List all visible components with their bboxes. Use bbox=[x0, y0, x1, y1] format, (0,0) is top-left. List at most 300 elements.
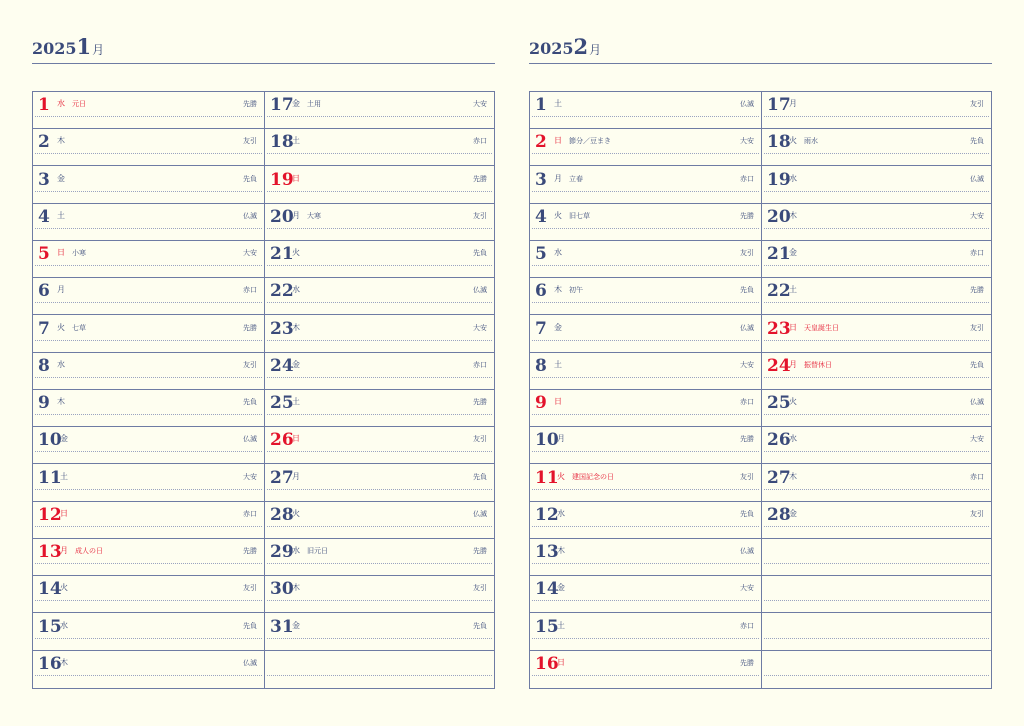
day-row[interactable] bbox=[762, 353, 991, 390]
dotted-writing-line bbox=[764, 191, 989, 192]
dotted-writing-line bbox=[35, 489, 262, 490]
dotted-writing-line bbox=[35, 414, 262, 415]
rokuyo-label: 先負 bbox=[473, 249, 487, 257]
weekday-label: 日 bbox=[554, 136, 562, 146]
rokuyo-label: 先勝 bbox=[243, 547, 257, 555]
dotted-writing-line bbox=[764, 563, 989, 564]
day-row[interactable] bbox=[530, 539, 761, 576]
weekday-label: 金 bbox=[557, 583, 565, 593]
weekday-label: 火 bbox=[789, 136, 797, 146]
day-number: 11 bbox=[535, 467, 559, 488]
weekday-label: 金 bbox=[789, 248, 797, 257]
weekday-label: 日 bbox=[57, 248, 65, 257]
rokuyo-label: 先負 bbox=[740, 509, 754, 518]
weekday-label: 土 bbox=[292, 397, 300, 406]
holiday-label: 建国記念の日 bbox=[572, 472, 614, 481]
day-number: 5 bbox=[535, 244, 547, 264]
month-suffix: 月 bbox=[92, 43, 105, 57]
day-number: 15 bbox=[38, 616, 62, 637]
weekday-label: 土 bbox=[557, 620, 565, 630]
day-number: 13 bbox=[535, 542, 559, 562]
dotted-writing-line bbox=[35, 228, 262, 229]
weekday-label: 水 bbox=[554, 248, 562, 257]
dotted-writing-line bbox=[267, 451, 492, 452]
rokuyo-label: 仏滅 bbox=[740, 547, 754, 555]
rokuyo-label: 大安 bbox=[970, 211, 984, 220]
day-number: 7 bbox=[38, 318, 50, 339]
rokuyo-label: 大安 bbox=[473, 100, 487, 108]
day-number: 5 bbox=[38, 244, 50, 264]
dotted-writing-line bbox=[267, 600, 492, 601]
dotted-writing-line bbox=[35, 563, 262, 564]
weekday-label: 日 bbox=[292, 173, 300, 183]
weekday-label: 火 bbox=[557, 471, 565, 481]
dotted-writing-line bbox=[35, 302, 262, 303]
day-number: 24 bbox=[767, 355, 791, 376]
day-number: 1 bbox=[38, 95, 50, 115]
rokuyo-label: 大安 bbox=[243, 472, 257, 481]
day-number: 29 bbox=[270, 542, 294, 562]
dotted-writing-line bbox=[267, 191, 492, 192]
dotted-writing-line bbox=[267, 228, 492, 229]
day-row[interactable] bbox=[762, 204, 991, 241]
dotted-writing-line bbox=[267, 489, 492, 490]
holiday-label: 旧元日 bbox=[307, 547, 328, 555]
day-number: 18 bbox=[767, 132, 791, 153]
rokuyo-label: 先負 bbox=[473, 621, 487, 630]
rokuyo-label: 先負 bbox=[243, 398, 257, 406]
day-number: 19 bbox=[270, 169, 294, 190]
rokuyo-label: 先勝 bbox=[740, 658, 754, 667]
day-row[interactable] bbox=[33, 204, 264, 241]
rokuyo-label: 先勝 bbox=[473, 547, 487, 555]
weekday-label: 金 bbox=[57, 173, 65, 183]
day-row[interactable] bbox=[33, 129, 264, 166]
weekday-label: 日 bbox=[292, 434, 300, 444]
dotted-writing-line bbox=[267, 414, 492, 415]
dotted-writing-line bbox=[532, 563, 759, 564]
day-number: 20 bbox=[767, 206, 791, 227]
month-suffix: 月 bbox=[589, 43, 602, 57]
day-row[interactable] bbox=[530, 465, 761, 502]
day-row[interactable] bbox=[265, 278, 494, 315]
rokuyo-label: 先勝 bbox=[970, 286, 984, 295]
title-rule bbox=[529, 63, 992, 64]
rokuyo-label: 先勝 bbox=[243, 323, 257, 332]
rokuyo-label: 先負 bbox=[970, 360, 984, 369]
weekday-label: 火 bbox=[789, 397, 797, 406]
day-row[interactable] bbox=[265, 353, 494, 390]
rokuyo-label: 仏滅 bbox=[243, 435, 257, 444]
holiday-label: 成人の日 bbox=[75, 547, 103, 555]
dotted-writing-line bbox=[532, 302, 759, 303]
rokuyo-label: 仏滅 bbox=[970, 174, 984, 183]
rokuyo-label: 友引 bbox=[473, 435, 487, 444]
dotted-writing-line bbox=[764, 116, 989, 117]
day-number: 3 bbox=[38, 169, 50, 190]
month-title bbox=[529, 34, 601, 59]
weekday-label: 火 bbox=[292, 508, 300, 518]
rokuyo-label: 友引 bbox=[243, 360, 257, 369]
day-row[interactable] bbox=[762, 427, 991, 464]
rokuyo-label: 友引 bbox=[473, 584, 487, 593]
day-row[interactable] bbox=[265, 92, 494, 129]
day-number: 4 bbox=[38, 206, 50, 227]
weekday-label: 月 bbox=[60, 546, 68, 555]
day-number: 22 bbox=[270, 281, 294, 302]
month-title bbox=[32, 34, 104, 59]
day-row[interactable] bbox=[265, 129, 494, 166]
weekday-label: 土 bbox=[57, 210, 65, 220]
day-row[interactable] bbox=[33, 576, 264, 613]
day-number: 27 bbox=[767, 467, 791, 488]
rokuyo-label: 赤口 bbox=[740, 398, 754, 406]
dotted-writing-line bbox=[532, 675, 759, 676]
day-row[interactable] bbox=[530, 614, 761, 651]
rokuyo-label: 赤口 bbox=[740, 174, 754, 183]
dotted-writing-line bbox=[267, 377, 492, 378]
day-row[interactable] bbox=[762, 167, 991, 204]
weekday-label: 月 bbox=[292, 210, 300, 220]
day-row[interactable] bbox=[762, 316, 991, 353]
rokuyo-label: 先勝 bbox=[473, 398, 487, 406]
dotted-writing-line bbox=[532, 414, 759, 415]
day-number: 27 bbox=[270, 467, 294, 488]
rokuyo-label: 仏滅 bbox=[740, 323, 754, 332]
dotted-writing-line bbox=[532, 340, 759, 341]
day-row[interactable] bbox=[530, 651, 761, 688]
day-number: 10 bbox=[535, 430, 559, 451]
day-row[interactable] bbox=[530, 502, 761, 539]
day-number: 16 bbox=[535, 653, 559, 674]
day-number: 16 bbox=[38, 653, 62, 674]
day-row[interactable] bbox=[33, 241, 264, 278]
weekday-label: 火 bbox=[60, 583, 68, 593]
day-row[interactable] bbox=[33, 502, 264, 539]
rokuyo-label: 仏滅 bbox=[243, 211, 257, 220]
weekday-label: 月 bbox=[554, 173, 562, 183]
rokuyo-label: 先負 bbox=[970, 137, 984, 146]
day-row[interactable] bbox=[530, 241, 761, 278]
day-row[interactable] bbox=[530, 167, 761, 204]
dotted-writing-line bbox=[532, 116, 759, 117]
day-number: 8 bbox=[38, 355, 50, 376]
weekday-label: 土 bbox=[554, 99, 562, 108]
dotted-writing-line bbox=[35, 153, 262, 154]
weekday-label: 日 bbox=[554, 397, 562, 406]
holiday-label: 振替休日 bbox=[804, 360, 832, 369]
dotted-writing-line bbox=[532, 191, 759, 192]
dotted-writing-line bbox=[532, 265, 759, 266]
weekday-label: 水 bbox=[789, 434, 797, 444]
rokuyo-label: 仏滅 bbox=[740, 100, 754, 108]
day-number: 7 bbox=[535, 318, 547, 339]
day-row[interactable] bbox=[33, 465, 264, 502]
rokuyo-label: 赤口 bbox=[970, 472, 984, 481]
dotted-writing-line bbox=[267, 116, 492, 117]
dotted-writing-line bbox=[764, 153, 989, 154]
rokuyo-label: 先負 bbox=[473, 472, 487, 481]
month-grid bbox=[32, 91, 495, 689]
rokuyo-label: 仏滅 bbox=[473, 509, 487, 518]
weekday-label: 木 bbox=[789, 471, 797, 481]
dotted-writing-line bbox=[267, 340, 492, 341]
dotted-writing-line bbox=[35, 638, 262, 639]
dotted-writing-line bbox=[764, 302, 989, 303]
dotted-writing-line bbox=[764, 414, 989, 415]
dotted-writing-line bbox=[764, 526, 989, 527]
day-number: 22 bbox=[767, 281, 791, 302]
dotted-writing-line bbox=[267, 526, 492, 527]
dotted-writing-line bbox=[35, 526, 262, 527]
rokuyo-label: 友引 bbox=[243, 584, 257, 593]
dotted-writing-line bbox=[35, 116, 262, 117]
rokuyo-label: 大安 bbox=[740, 584, 754, 593]
day-number: 23 bbox=[767, 318, 791, 339]
dotted-writing-line bbox=[532, 638, 759, 639]
day-row[interactable] bbox=[265, 241, 494, 278]
dotted-writing-line bbox=[764, 340, 989, 341]
weekday-label: 日 bbox=[789, 322, 797, 332]
day-number: 31 bbox=[270, 616, 294, 637]
dotted-writing-line bbox=[267, 563, 492, 564]
weekday-label: 月 bbox=[789, 359, 797, 369]
day-row[interactable] bbox=[762, 539, 991, 576]
day-number: 25 bbox=[767, 393, 791, 413]
dotted-writing-line bbox=[267, 675, 492, 676]
holiday-label: 節分／豆まき bbox=[569, 137, 611, 146]
weekday-label: 月 bbox=[789, 99, 797, 108]
day-number: 11 bbox=[38, 467, 62, 488]
holiday-label: 旧七草 bbox=[569, 211, 590, 220]
day-row[interactable] bbox=[33, 614, 264, 651]
rokuyo-label: 友引 bbox=[970, 323, 984, 332]
day-row[interactable] bbox=[265, 539, 494, 576]
day-row[interactable] bbox=[33, 427, 264, 464]
dotted-writing-line bbox=[35, 451, 262, 452]
rokuyo-label: 先勝 bbox=[473, 174, 487, 183]
day-number: 13 bbox=[38, 542, 62, 562]
day-row[interactable] bbox=[265, 651, 494, 688]
day-row[interactable] bbox=[530, 353, 761, 390]
rokuyo-label: 先勝 bbox=[740, 435, 754, 444]
weekday-label: 木 bbox=[57, 136, 65, 146]
day-number: 17 bbox=[767, 95, 791, 115]
day-number: 24 bbox=[270, 355, 294, 376]
weekday-label: 火 bbox=[292, 248, 300, 257]
day-number: 8 bbox=[535, 355, 547, 376]
weekday-label: 水 bbox=[292, 546, 300, 555]
rokuyo-label: 友引 bbox=[970, 509, 984, 518]
rokuyo-label: 赤口 bbox=[473, 137, 487, 146]
day-number: 1 bbox=[535, 95, 547, 115]
weekday-label: 水 bbox=[60, 620, 68, 630]
dotted-writing-line bbox=[35, 377, 262, 378]
day-row[interactable] bbox=[762, 278, 991, 315]
rokuyo-label: 赤口 bbox=[970, 249, 984, 257]
rokuyo-label: 大安 bbox=[243, 249, 257, 257]
dotted-writing-line bbox=[532, 153, 759, 154]
holiday-label: 小寒 bbox=[72, 249, 86, 257]
rokuyo-label: 仏滅 bbox=[970, 398, 984, 406]
day-number: 6 bbox=[38, 281, 50, 302]
day-row[interactable] bbox=[530, 92, 761, 129]
weekday-label: 金 bbox=[60, 434, 68, 444]
day-row[interactable] bbox=[762, 502, 991, 539]
dotted-writing-line bbox=[532, 377, 759, 378]
weekday-label: 日 bbox=[557, 657, 565, 667]
day-number: 2 bbox=[535, 132, 547, 153]
holiday-label: 大寒 bbox=[307, 211, 321, 220]
day-row[interactable] bbox=[762, 92, 991, 129]
day-number: 28 bbox=[270, 504, 294, 525]
day-row[interactable] bbox=[265, 427, 494, 464]
holiday-label: 天皇誕生日 bbox=[804, 323, 839, 332]
day-row[interactable] bbox=[33, 167, 264, 204]
day-number: 12 bbox=[535, 504, 559, 525]
day-row[interactable] bbox=[265, 502, 494, 539]
weekday-label: 金 bbox=[292, 359, 300, 369]
rokuyo-label: 赤口 bbox=[243, 286, 257, 295]
weekday-label: 土 bbox=[60, 471, 68, 481]
year-label: 2025 bbox=[529, 39, 574, 58]
day-number: 9 bbox=[535, 393, 547, 413]
day-row[interactable] bbox=[762, 614, 991, 651]
day-row[interactable] bbox=[33, 390, 264, 427]
dotted-writing-line bbox=[35, 191, 262, 192]
day-number: 14 bbox=[535, 579, 559, 600]
day-row[interactable] bbox=[530, 316, 761, 353]
holiday-label: 土用 bbox=[307, 100, 321, 108]
day-row[interactable] bbox=[530, 390, 761, 427]
holiday-label: 七草 bbox=[72, 323, 86, 332]
rokuyo-label: 先勝 bbox=[740, 211, 754, 220]
weekday-label: 月 bbox=[292, 471, 300, 481]
day-number: 30 bbox=[270, 579, 294, 600]
rokuyo-label: 赤口 bbox=[243, 509, 257, 518]
rokuyo-label: 大安 bbox=[740, 137, 754, 146]
dotted-writing-line bbox=[532, 526, 759, 527]
rokuyo-label: 先負 bbox=[740, 286, 754, 295]
day-row[interactable] bbox=[762, 390, 991, 427]
day-row[interactable] bbox=[265, 204, 494, 241]
rokuyo-label: 大安 bbox=[970, 435, 984, 444]
rokuyo-label: 先負 bbox=[243, 621, 257, 630]
day-row[interactable] bbox=[762, 651, 991, 688]
rokuyo-label: 赤口 bbox=[473, 360, 487, 369]
holiday-label: 元日 bbox=[72, 100, 86, 108]
weekday-label: 水 bbox=[557, 508, 565, 518]
dotted-writing-line bbox=[764, 377, 989, 378]
day-row[interactable] bbox=[33, 92, 264, 129]
weekday-label: 金 bbox=[554, 322, 562, 332]
day-number: 2 bbox=[38, 132, 50, 153]
weekday-label: 木 bbox=[554, 285, 562, 295]
day-row[interactable] bbox=[33, 539, 264, 576]
day-number: 17 bbox=[270, 95, 294, 115]
weekday-label: 金 bbox=[292, 620, 300, 630]
day-row[interactable] bbox=[762, 465, 991, 502]
rokuyo-label: 友引 bbox=[740, 249, 754, 257]
day-row[interactable] bbox=[762, 129, 991, 166]
day-row[interactable] bbox=[762, 241, 991, 278]
day-number: 10 bbox=[38, 430, 62, 451]
dotted-writing-line bbox=[35, 600, 262, 601]
dotted-writing-line bbox=[764, 451, 989, 452]
rokuyo-label: 先負 bbox=[243, 174, 257, 183]
rokuyo-label: 大安 bbox=[473, 323, 487, 332]
dotted-writing-line bbox=[267, 265, 492, 266]
weekday-label: 木 bbox=[557, 546, 565, 555]
day-row[interactable] bbox=[33, 316, 264, 353]
rokuyo-label: 友引 bbox=[243, 137, 257, 146]
dotted-writing-line bbox=[532, 600, 759, 601]
weekday-label: 火 bbox=[554, 210, 562, 220]
day-row[interactable] bbox=[33, 278, 264, 315]
day-row[interactable] bbox=[265, 316, 494, 353]
weekday-label: 水 bbox=[789, 173, 797, 183]
day-number: 21 bbox=[767, 244, 791, 264]
weekday-label: 月 bbox=[57, 285, 65, 295]
day-number: 28 bbox=[767, 504, 791, 525]
day-row[interactable] bbox=[530, 278, 761, 315]
dotted-writing-line bbox=[764, 638, 989, 639]
day-row[interactable] bbox=[265, 390, 494, 427]
day-number: 12 bbox=[38, 504, 62, 525]
weekday-label: 月 bbox=[557, 434, 565, 444]
day-row[interactable] bbox=[33, 353, 264, 390]
day-number: 9 bbox=[38, 393, 50, 413]
day-row[interactable] bbox=[762, 576, 991, 613]
weekday-label: 金 bbox=[789, 508, 797, 518]
day-number: 6 bbox=[535, 281, 547, 302]
weekday-label: 木 bbox=[789, 210, 797, 220]
day-row[interactable] bbox=[265, 465, 494, 502]
month-grid bbox=[529, 91, 992, 689]
day-number: 23 bbox=[270, 318, 294, 339]
day-row[interactable] bbox=[530, 129, 761, 166]
day-number: 21 bbox=[270, 244, 294, 264]
weekday-label: 木 bbox=[60, 657, 68, 667]
weekday-label: 木 bbox=[292, 583, 300, 593]
day-number: 3 bbox=[535, 169, 547, 190]
dotted-writing-line bbox=[267, 638, 492, 639]
holiday-label: 初午 bbox=[569, 286, 583, 295]
day-row[interactable] bbox=[530, 204, 761, 241]
month-number: 1 bbox=[76, 34, 92, 59]
weekday-label: 木 bbox=[57, 397, 65, 406]
rokuyo-label: 赤口 bbox=[740, 621, 754, 630]
dotted-writing-line bbox=[532, 451, 759, 452]
day-number: 26 bbox=[270, 430, 294, 451]
day-row[interactable] bbox=[265, 614, 494, 651]
day-row[interactable] bbox=[265, 576, 494, 613]
rokuyo-label: 仏滅 bbox=[243, 658, 257, 667]
rokuyo-label: 友引 bbox=[740, 472, 754, 481]
dotted-writing-line bbox=[532, 228, 759, 229]
dotted-writing-line bbox=[764, 489, 989, 490]
day-number: 26 bbox=[767, 430, 791, 451]
day-row[interactable] bbox=[265, 167, 494, 204]
weekday-label: 水 bbox=[57, 99, 65, 108]
rokuyo-label: 友引 bbox=[473, 211, 487, 220]
day-row[interactable] bbox=[530, 427, 761, 464]
holiday-label: 立春 bbox=[569, 174, 583, 183]
dotted-writing-line bbox=[35, 265, 262, 266]
day-row[interactable] bbox=[33, 651, 264, 688]
dotted-writing-line bbox=[267, 302, 492, 303]
day-row[interactable] bbox=[530, 576, 761, 613]
